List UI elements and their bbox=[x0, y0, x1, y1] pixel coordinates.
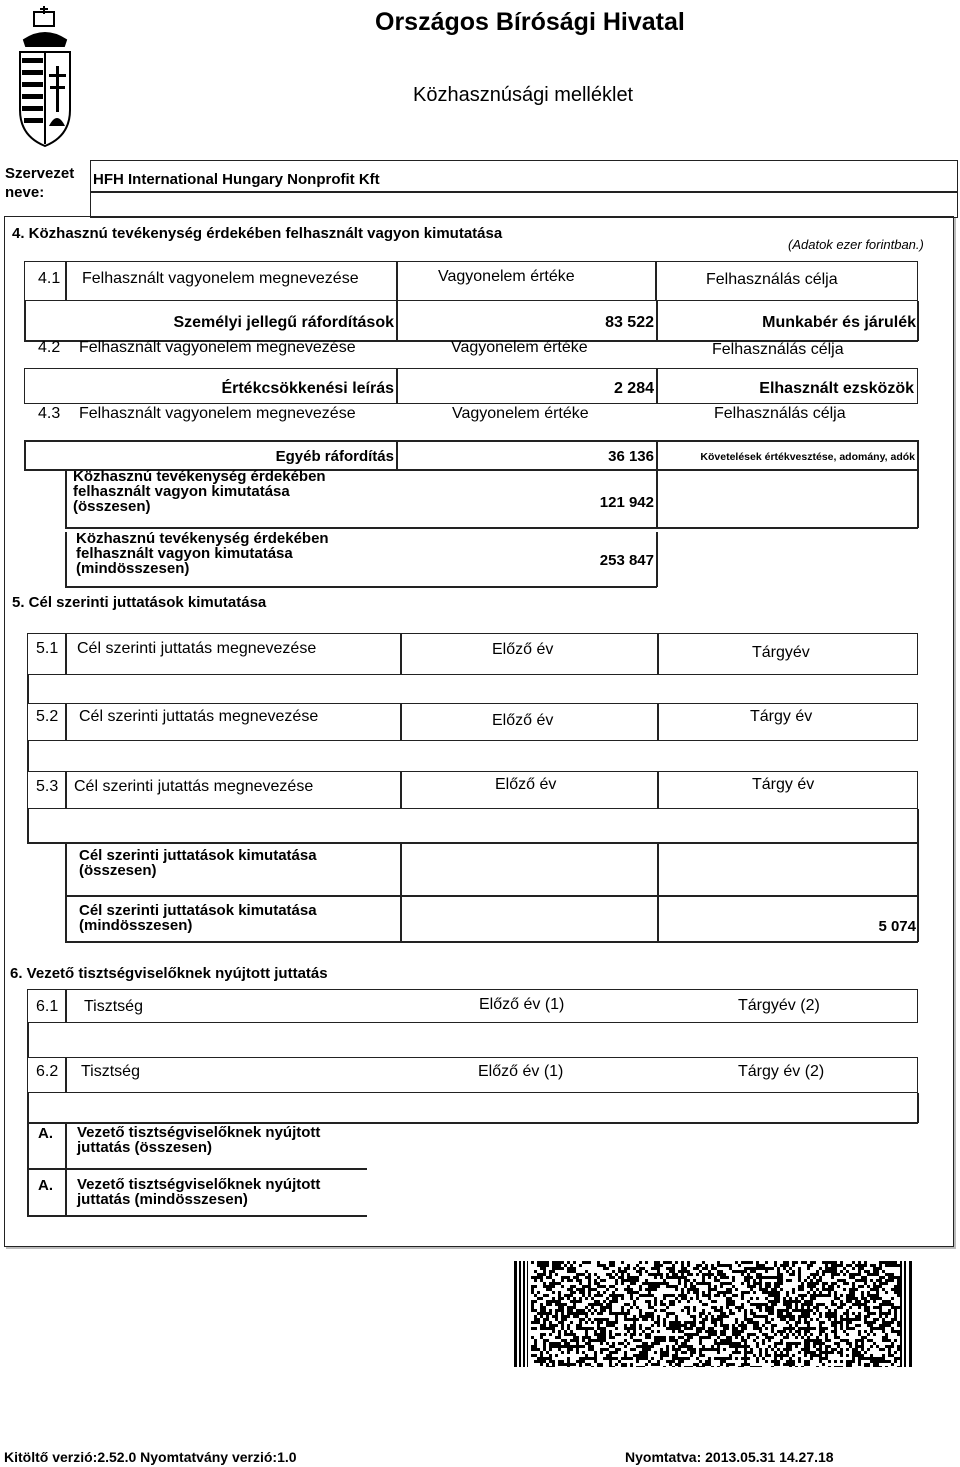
row-5-2-prev-header: Előző év bbox=[492, 712, 554, 729]
row-5-2-name-header: Cél szerinti juttatás megnevezése bbox=[79, 708, 319, 725]
section5-grand-value: 5 074 bbox=[878, 918, 916, 935]
section4-total-label: Közhasznú tevékenység érdekében felhasznált vagyon kimutatása (összesen) bbox=[73, 468, 326, 515]
row-4-3-name-header: Felhasznált vagyonelem megnevezése bbox=[79, 405, 356, 422]
row-6-2-curr-header: Tárgy év (2) bbox=[738, 1063, 825, 1080]
section6-total-marker: A. bbox=[38, 1125, 53, 1142]
row-4-3-purpose-header: Felhasználás célja bbox=[714, 405, 846, 422]
coat-of-arms-icon bbox=[14, 6, 76, 148]
row-5-1-prev-header: Előző év bbox=[492, 641, 554, 658]
row-4-2-value-header: Vagyonelem értéke bbox=[451, 339, 588, 356]
row-4-1-name-header: Felhasznált vagyonelem megnevezése bbox=[82, 270, 359, 287]
row-5-1-curr-header: Tárgyév bbox=[752, 644, 810, 661]
row-6-2-num: 6.2 bbox=[36, 1063, 59, 1080]
row-4-3-value-header: Vagyonelem értéke bbox=[452, 405, 589, 422]
section4-grand-label: Közhasznú tevékenység érdekében felhasznált vagyon kimutatása (mindösszesen) bbox=[76, 530, 329, 577]
row-4-1-purpose-header: Felhasználás célja bbox=[706, 271, 838, 288]
barcode-icon bbox=[514, 1261, 914, 1367]
row-4-3-num: 4.3 bbox=[38, 405, 61, 422]
row-5-1-name-header: Cél szerinti juttatás megnevezése bbox=[77, 640, 317, 657]
row-4-1-num: 4.1 bbox=[38, 270, 61, 287]
row-5-1-num: 5.1 bbox=[36, 640, 59, 657]
page-subtitle: Közhasznúsági melléklet bbox=[413, 84, 634, 106]
org-name: HFH International Hungary Nonprofit Kft bbox=[93, 171, 380, 188]
row-5-2-curr-header: Tárgy év bbox=[750, 708, 813, 725]
row-5-3-name-header: Cél szerinti jutattás megnevezése bbox=[74, 778, 314, 795]
row-5-3-prev-header: Előző év bbox=[495, 776, 557, 793]
section5-title: 5. Cél szerinti juttatások kimutatása bbox=[12, 594, 267, 611]
section6-total-label: Vezető tisztségviselőknek nyújtott juttatás (összesen) bbox=[77, 1124, 321, 1156]
row-4-3-purpose: Követelések értékvesztése, adomány, adók bbox=[700, 451, 915, 463]
row-4-1-value-header: Vagyonelem értéke bbox=[438, 268, 575, 285]
section5-total-label: Cél szerinti juttatások kimutatása (összesen) bbox=[79, 847, 317, 879]
row-5-3-num: 5.3 bbox=[36, 778, 59, 795]
row-4-3-value: 36 136 bbox=[608, 448, 654, 465]
row-6-2-name-header: Tisztség bbox=[81, 1063, 140, 1080]
row-4-1-value: 83 522 bbox=[605, 314, 654, 331]
row-4-2-num: 4.2 bbox=[38, 339, 61, 356]
row-6-1-curr-header: Tárgyév (2) bbox=[738, 997, 820, 1014]
section4-total-value: 121 942 bbox=[599, 494, 654, 511]
row-4-2-name: Értékcsökkenési leírás bbox=[221, 380, 394, 397]
row-5-3-curr-header: Tárgy év bbox=[752, 776, 815, 793]
section5-grand-label: Cél szerinti juttatások kimutatása (mindösszesen) bbox=[79, 902, 317, 934]
org-name-box bbox=[90, 160, 958, 218]
row-6-1-num: 6.1 bbox=[36, 998, 59, 1015]
row-6-1-prev-header: Előző év (1) bbox=[479, 996, 565, 1013]
section4-grand-value: 253 847 bbox=[599, 552, 654, 569]
section6-grand-marker: A. bbox=[38, 1177, 53, 1194]
footer-printed: Nyomtatva: 2013.05.31 14.27.18 bbox=[625, 1449, 834, 1465]
row-4-1-purpose: Munkabér és járulék bbox=[762, 314, 916, 331]
footer-version: Kitöltő verzió:2.52.0 Nyomtatvány verzió:1.0 bbox=[4, 1449, 297, 1465]
row-5-2-num: 5.2 bbox=[36, 708, 59, 725]
row-4-2-value: 2 284 bbox=[613, 380, 654, 397]
section6-grand-label: Vezető tisztségviselőknek nyújtott juttatás (mindösszesen) bbox=[77, 1176, 321, 1208]
row-6-2-prev-header: Előző év (1) bbox=[478, 1063, 564, 1080]
row-4-2-name-header: Felhasznált vagyonelem megnevezése bbox=[79, 339, 356, 356]
row-4-3-name: Egyéb ráfordítás bbox=[275, 448, 394, 465]
section4-title: 4. Közhasznú tevékenység érdekében felhasznált vagyon kimutatása bbox=[12, 225, 503, 242]
currency-note: (Adatok ezer forintban.) bbox=[788, 237, 924, 252]
office-title: Országos Bírósági Hivatal bbox=[375, 8, 685, 36]
row-4-2-purpose-header: Felhasználás célja bbox=[712, 341, 844, 358]
section6-title: 6. Vezető tisztségviselőknek nyújtott juttatás bbox=[10, 965, 328, 982]
org-label: Szervezet neve: bbox=[5, 165, 75, 201]
row-4-2-purpose: Elhasznált ezsközök bbox=[759, 380, 914, 397]
row-4-1-name: Személyi jellegű ráfordítások bbox=[173, 314, 394, 331]
row-6-1-name-header: Tisztség bbox=[84, 998, 143, 1015]
